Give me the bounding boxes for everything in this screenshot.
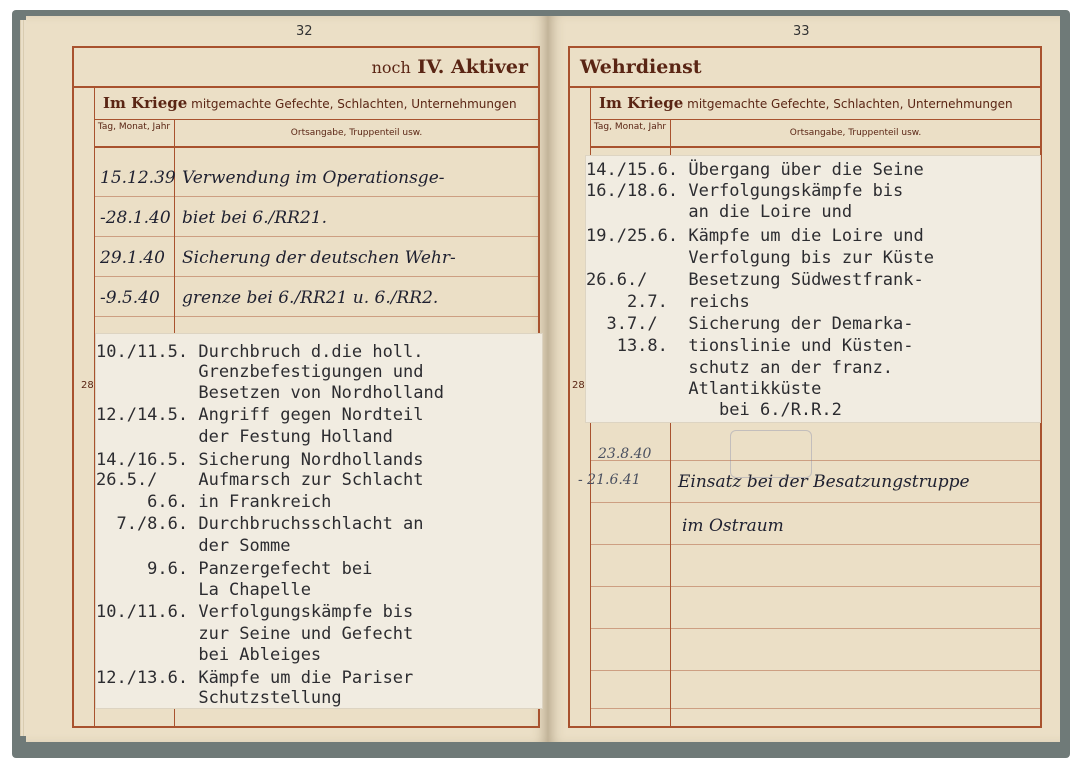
left-page (26, 16, 548, 742)
ruled-line (590, 460, 1040, 461)
ruled-line (590, 708, 1040, 709)
right-page (548, 16, 1060, 742)
typed-line: 26.5./ Aufmarsch zur Schlacht (96, 470, 424, 490)
typed-line: 2.7. reichs (586, 292, 750, 312)
typed-line: La Chapelle (96, 580, 311, 600)
typed-line: der Festung Holland (96, 427, 393, 447)
typed-line: 12./14.5. Angriff gegen Nordteil (96, 405, 424, 425)
handwritten-entry: biet bei 6./RR21. (182, 208, 327, 228)
typed-line: der Somme (96, 536, 291, 556)
left-page-title: noch IV. Aktiver (371, 56, 528, 78)
typed-line: 13.8. tionslinie und Küsten- (586, 336, 914, 356)
right-column-header (590, 120, 1040, 148)
ruled-line (590, 544, 1040, 545)
side-mark: 28 (81, 380, 94, 391)
typed-line: 6.6. in Frankreich (96, 492, 332, 512)
typed-line: schutz an der franz. (586, 358, 894, 378)
left-section-header: Im Kriege mitgemachte Gefechte, Schlachten, Unternehmungen (94, 88, 538, 120)
right-section-header: Im Kriege mitgemachte Gefechte, Schlachten, Unternehmungen (590, 88, 1040, 120)
faint-stamp-mark (730, 430, 812, 478)
ruled-line (94, 316, 538, 317)
right-title-bar (570, 48, 1040, 88)
col-date-label: Tag, Monat, Jahr (593, 122, 667, 132)
col-date-label: Tag, Monat, Jahr (97, 122, 171, 132)
ruled-line (590, 670, 1040, 671)
typed-line: Besetzen von Nordholland (96, 383, 444, 403)
ruled-line (590, 628, 1040, 629)
typed-line: 26.6./ Besetzung Südwestfrank- (586, 270, 924, 290)
typed-paper-slip (96, 334, 542, 708)
typed-line: Atlantikküste (586, 379, 822, 399)
side-mark: 28 (572, 380, 585, 391)
typed-line: bei Ableiges (96, 645, 322, 665)
ruled-line (590, 502, 1040, 503)
typed-line: 14./15.6. Übergang über die Seine (586, 160, 924, 180)
col-place-label: Ortsangabe, Truppenteil usw. (789, 128, 922, 138)
typed-line: 16./18.6. Verfolgungskämpfe bis (586, 181, 904, 201)
handwritten-entry: Sicherung der deutschen Wehr- (182, 248, 456, 268)
ruled-line (590, 586, 1040, 587)
typed-paper-slip (586, 156, 1040, 422)
handwritten-entry: grenze bei 6./RR21 u. 6./RR2. (182, 288, 439, 308)
handwritten-entry: im Ostraum (682, 516, 784, 536)
typed-line: Schutzstellung (96, 688, 342, 708)
ruled-line (94, 196, 538, 197)
typed-line: zur Seine und Gefecht (96, 624, 414, 644)
left-margin-rule (94, 88, 95, 728)
handwritten-date: - 21.6.41 (578, 472, 641, 488)
col-place-label: Ortsangabe, Truppenteil usw. (290, 128, 423, 138)
ruled-line (94, 276, 538, 277)
handwritten-date: 29.1.40 (100, 248, 165, 268)
typed-line: Grenzbefestigungen und (96, 362, 424, 382)
ruled-line (94, 236, 538, 237)
handwritten-date: -9.5.40 (100, 288, 160, 308)
typed-line: 7./8.6. Durchbruchsschlacht an (96, 514, 424, 534)
typed-line: bei 6./R.R.2 (586, 400, 842, 420)
typed-line: Verfolgung bis zur Küste (586, 248, 934, 268)
typed-line: an die Loire und (586, 202, 853, 222)
handwritten-date: 23.8.40 (598, 446, 652, 462)
handwritten-entry: Einsatz bei der Besatzungstruppe (678, 472, 970, 492)
left-title-bar (74, 48, 538, 88)
page-number-right: 33 (793, 24, 810, 39)
handwritten-entry: Verwendung im Operationsge- (182, 168, 445, 188)
handwritten-date: 15.12.39 (100, 168, 176, 188)
right-page-title: Wehrdienst (580, 56, 702, 78)
page-number-left: 32 (296, 24, 313, 39)
typed-line: 9.6. Panzergefecht bei (96, 559, 373, 579)
typed-line: 3.7./ Sicherung der Demarka- (586, 314, 914, 334)
typed-line: 10./11.5. Durchbruch d.die holl. (96, 342, 424, 362)
handwritten-date: -28.1.40 (100, 208, 171, 228)
typed-line: 12./13.6. Kämpfe um die Pariser (96, 668, 414, 688)
typed-line: 19./25.6. Kämpfe um die Loire und (586, 226, 924, 246)
left-column-header (94, 120, 538, 148)
typed-line: 10./11.6. Verfolgungskämpfe bis (96, 602, 414, 622)
typed-line: 14./16.5. Sicherung Nordhollands (96, 450, 424, 470)
